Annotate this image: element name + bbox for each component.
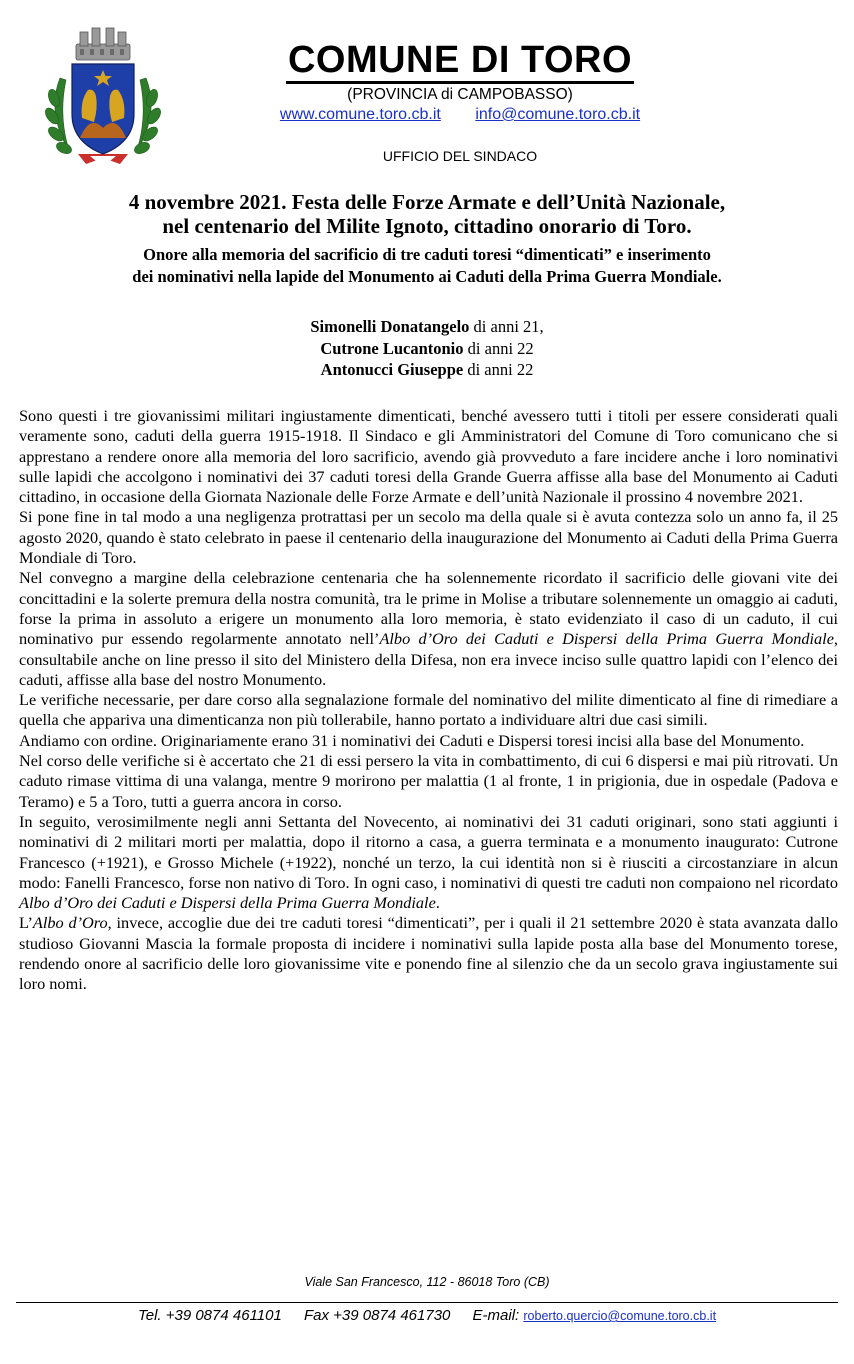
fallen-name: Antonucci Giuseppe — [320, 360, 464, 379]
album-title: Albo d’Oro — [32, 913, 108, 933]
province-label: (PROVINCIA di CAMPOBASSO) — [347, 86, 573, 103]
footer-email-label: E-mail: — [472, 1307, 520, 1324]
website-link[interactable]: www.comune.toro.cb.it — [279, 106, 441, 123]
footer-fax: Fax +39 0874 461730 — [304, 1307, 451, 1324]
paragraph: Si pone fine in tal modo a una negligenza protrattasi per un secolo ma della quale si è avuta contezza solo un anno fa, il 25 agosto 2020, quando è stato celebrato in paese il centenario della inaugurazione del Monumento ai Caduti della Prima Guerra Mondiale di Toro. — [19, 507, 838, 568]
fallen-item — [0, 316, 854, 338]
paragraph: Nel convegno a margine della celebrazione centenaria che ha solennemente ricordato il sacrificio delle giovani vite dei concittadini e la solerte premura della nostra comunità, tra le prime in Molise a tributare solennemente un omaggio ai caduti, forse la prima in assoluto a erigere un monumento alla loro memoria, è stato evidenziato il caso di un caduto, il cui nominativo pur essendo regolarmente annotato nell’Albo d’Oro dei Caduti e Dispersi della Prima Guerra Mondiale, consultabile anche on line presso il sito del Ministero della Difesa, non era invece inciso sulle quattro lapidi con l’elenco dei caduti, affisse alla base del nostro Monumento. — [19, 568, 838, 689]
subheadline-line-1: Onore alla memoria del sacrificio di tre caduti toresi “dimenticati” e inserimento — [143, 245, 711, 264]
paragraph: In seguito, verosimilmente negli anni Settanta del Novecento, ai nominativi dei 31 caduti originari, sono stati aggiunti i nominativi di 2 militari morti per malattia, dopo il ritorno a casa, a guerra terminata e a monumento inaugurato: Cutrone Francesco (+1921), e Grosso Michele (+1922), nonché un terzo, la cui identità non si è riusciti a circostanziare in alcun modo: Fanelli Francesco, forse non nativo di Toro. In ogni caso, i nominativi di questi tre caduti non compaiono nel ricordato Albo d’Oro dei Caduti e Dispersi della Prima Guerra Mondiale. — [19, 811, 838, 913]
subheadline-line-2: dei nominativi nella lapide del Monumento ai Caduti della Prima Guerra Mondiale. — [132, 267, 722, 286]
fallen-item — [0, 359, 854, 381]
fallen-age: di anni 22 — [463, 338, 534, 358]
paragraph: Nel corso delle verifiche si è accertato che 21 di essi persero la vita in combattimento, di cui 6 dispersi e mai più ritrovati. Un caduto rimase vittima di una valanga, mentre 9 morirono per malattia (1 al fronte, 1 in prigionia, due in ospedale (Padova e Teramo) e 5 a Toro, tutti a guerra ancora in corso. — [19, 751, 838, 811]
fallen-list — [0, 316, 854, 381]
town-title: COMUNE DI TORO — [180, 38, 740, 82]
footer-divider — [16, 1302, 838, 1303]
headline-line-1: 4 novembre 2021. Festa delle Forze Armate e dell’Unità Nazionale, — [128, 190, 726, 214]
footer-address: Viale San Francesco, 112 - 86018 Toro (CB) — [304, 1275, 550, 1289]
office-label: UFFICIO DEL SINDACO — [382, 148, 538, 164]
fallen-name: Simonelli Donatangelo — [310, 317, 470, 336]
footer-contacts — [0, 1307, 854, 1324]
body-text — [19, 406, 838, 995]
album-title: Albo d’Oro dei Caduti e Dispersi della Prima Guerra Mondiale — [19, 893, 436, 913]
fallen-name: Cutrone Lucantonio — [320, 338, 464, 358]
footer-tel: Tel. +39 0874 461101 — [137, 1307, 282, 1324]
paragraph: L’Albo d’Oro, invece, accoglie due dei tre caduti toresi “dimenticati”, per i quali il 21 settembre 2020 è stata avanzata dallo studioso Giovanni Mascia la formale proposta di incidere i nominativi sulla lapide posta alla base del Monumento torese, rendendo onore al sacrificio delle loro giovanissime vite e ponendo fine al silenzio che da un secolo grava ingiustamente sui loro nomi. — [19, 913, 838, 994]
footer-email-link[interactable]: roberto.quercio@comune.toro.cb.it — [523, 1309, 717, 1323]
album-title: Albo d’Oro dei Caduti e Dispersi della Prima Guerra Mondiale — [379, 629, 834, 649]
headline — [30, 190, 824, 238]
headline-line-2: nel centenario del Milite Ignoto, cittadino onorario di Toro. — [162, 214, 692, 238]
contact-links — [180, 106, 740, 124]
coat-of-arms-icon — [40, 18, 166, 168]
paragraph: Le verifiche necessarie, per dare corso alla segnalazione formale del nominativo del milite dimenticato al fine di rimediare a quella che appariva una dimenticanza non più tollerabile, hanno portato a individuare altri due casi simili. — [19, 690, 838, 730]
fallen-age: di anni 21, — [469, 317, 544, 336]
fallen-item — [0, 338, 854, 360]
subheadline — [30, 244, 824, 288]
paragraph: Sono questi i tre giovanissimi militari ingiustamente dimenticati, benché avessero tutti i titoli per essere considerati quali veramente sono, caduti della guerra 1915-1918. Il Sindaco e gli Amministratori del Comune di Toro comunicano che si apprestano a rendere onore alla memoria del loro sacrificio, avendo già provveduto a fare incidere anche i loro nominativi sulle lapidi che accolgono i nominativi dei 37 caduti toresi della Grande Guerra affisse alla base del Monumento ai Caduti cittadino, in occasione della Giornata Nazionale delle Forze Armate e dell’unità Nazionale il prossino 4 novembre 2021. — [19, 406, 838, 507]
email-link[interactable]: info@comune.toro.cb.it — [475, 106, 641, 123]
paragraph: Andiamo con ordine. Originariamente erano 31 i nominativi dei Caduti e Dispersi toresi incisi alla base del Monumento. — [19, 730, 805, 750]
fallen-age: di anni 22 — [463, 360, 534, 379]
